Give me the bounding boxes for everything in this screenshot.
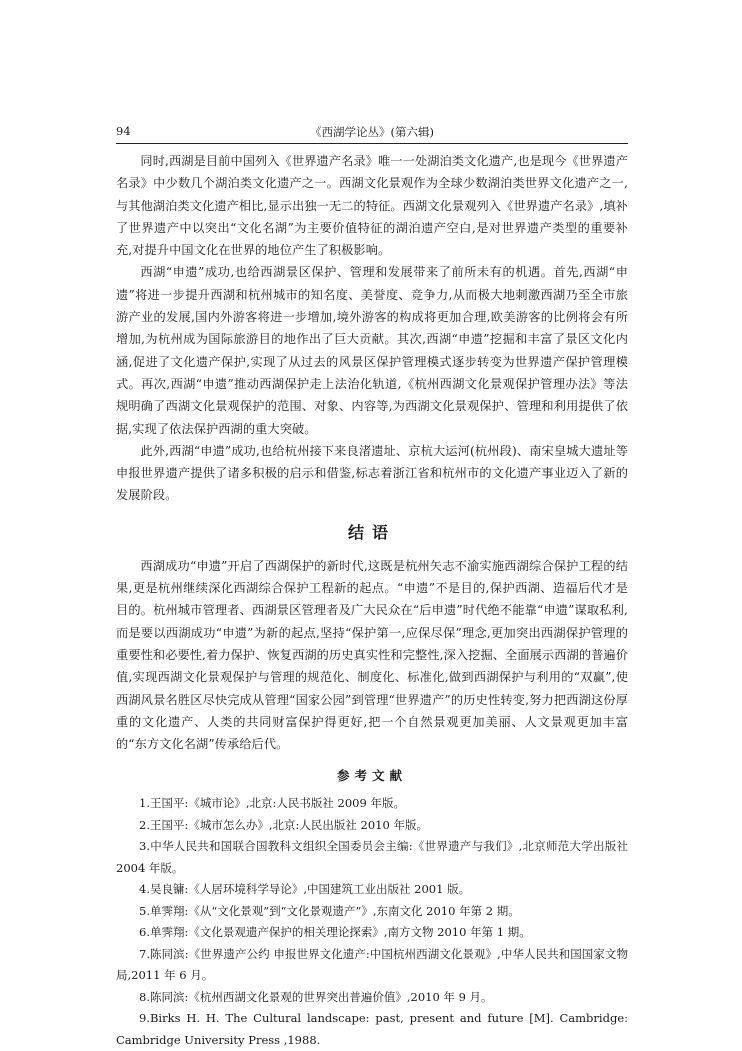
- reference-item: 5.单霁翔:《从“文化景观”到“文化景观遗产”》,东南文化 2010 年第 2 期。: [139, 903, 520, 918]
- reference-item: 6.单霁翔:《文化景观遗产保护的相关理论探索》,南方文物 2010 年第 1 期。: [139, 925, 531, 940]
- page-number: 94: [116, 124, 131, 138]
- conclusion-paragraph: 西湖成功“申遗”开启了西湖保护的新时代,这既是杭州矢志不渝实施西湖综合保护工程的结果,更是杭州继续深化西湖综合保护工程新的起点。“申遗”不是目的,保护西湖、造福后代才是目的。杭州城市管理者、西湖景区管理者及广大民众在“后申遗”时代绝不能靠“申遗”谋取私利,而是要以西湖成功“申遗”为新的起点,坚持“保护第一,应保尽保”理念,更加突出西湖保护管理的重要性和必要性,着力保护、恢复西湖的历史真实性和完整性,深入挖掘、全面展示西湖的普遍价值,实现西湖文化景观保护与管理的规范化、制度化、标准化,做到西湖保护与利用的“双赢”,使西湖风景名胜区尽快完成从管理“国家公园”到管理“世界遗产”的历史性转变,努力把西湖这份厚重的文化遗产、人类的共同财富保护得更好,把一个自然景观更加美丽、人文景观更加丰富的“东方文化名湖”传承给后代。: [116, 558, 628, 752]
- body-text: [116, 150, 628, 1051]
- body-paragraph: 同时,西湖是目前中国列入《世界遗产名录》唯一一处湖泊类文化遗产,也是现今《世界遗产名录》中少数几个湖泊类文化遗产之一。西湖文化景观作为全球少数湖泊类世界文化遗产之一,与其他湖泊类文化遗产相比,显示出独一无二的特征。西湖文化景观列入《世界遗产名录》,填补了世界遗产中以突出“文化名湖”为主要价值特征的湖泊遗产空白,是对世界遗产类型的重要补充,对提升中国文化在世界的地位产生了积极影响。: [116, 154, 628, 258]
- references-title: 参考文献: [336, 768, 407, 784]
- reference-item: 2.王国平:《城市怎么办》,北京:人民出版社 2010 年版。: [139, 817, 428, 832]
- reference-item: 3.中华人民共和国联合国教科文组织全国委员会主编:《世界遗产与我们》,北京师范大学出版社 2004 年版。: [116, 839, 628, 875]
- reference-item: 8.陈同滨:《杭州西湖文化景观的世界突出普遍价值》,2010 年 9 月。: [139, 989, 493, 1004]
- references-list: [116, 793, 628, 1051]
- body-paragraph: 此外,西湖“申遗”成功,也给杭州接下来良渚遗址、京杭大运河(杭州段)、南宋皇城大遗址等申报世界遗产提供了诸多积极的启示和借鉴,标志着浙江省和杭州市的文化遗产事业迈入了新的发展阶段。: [116, 443, 628, 503]
- reference-item: 7.陈同滨:《世界遗产公约 申报世界文化遗产:中国杭州西湖文化景观》,中华人民共和国国家文物局,2011 年 6 月。: [116, 946, 628, 983]
- reference-item: 4.吴良镛:《人居环境科学导论》,中国建筑工业出版社 2001 版。: [139, 882, 471, 897]
- body-paragraph: 西湖“申遗”成功,也给西湖景区保护、管理和发展带来了前所未有的机遇。首先,西湖“申遗”将进一步提升西湖和杭州城市的知名度、美誉度、竞争力,从而极大地刺激西湖乃至全市旅游产业的发展,国内外游客将进一步增加,境外游客的构成将更加合理,欧美游客的比例将会有所增加,为杭州成为国际旅游目的地作出了巨大贡献。其次,西湖“申遗”挖掘和丰富了景区文化内涵,促进了文化遗产保护,实现了从过去的风景区保护管理模式逐步转变为世界遗产保护管理模式。再次,西湖“申遗”推动西湖保护走上法治化轨道,《杭州西湖文化景观保护管理办法》等法规明确了西湖文化景观保护的范围、对象、内容等,为西湖文化景观保护、管理和利用提供了依据,实现了依法保护西湖的重大突破。: [116, 265, 628, 436]
- reference-item: 9.Birks H. H. The Cultural landscape: past, present and future [M]. Cambridge: Cambridge University Press ,1988.: [116, 1011, 628, 1047]
- running-title: 《西湖学论丛》(第六辑): [310, 125, 434, 139]
- reference-item: 1.王国平:《城市论》,北京:人民书版社 2009 年版。: [139, 796, 405, 811]
- section-title: 结语: [347, 522, 396, 542]
- page-header: [116, 124, 628, 142]
- header-rule: [116, 143, 628, 144]
